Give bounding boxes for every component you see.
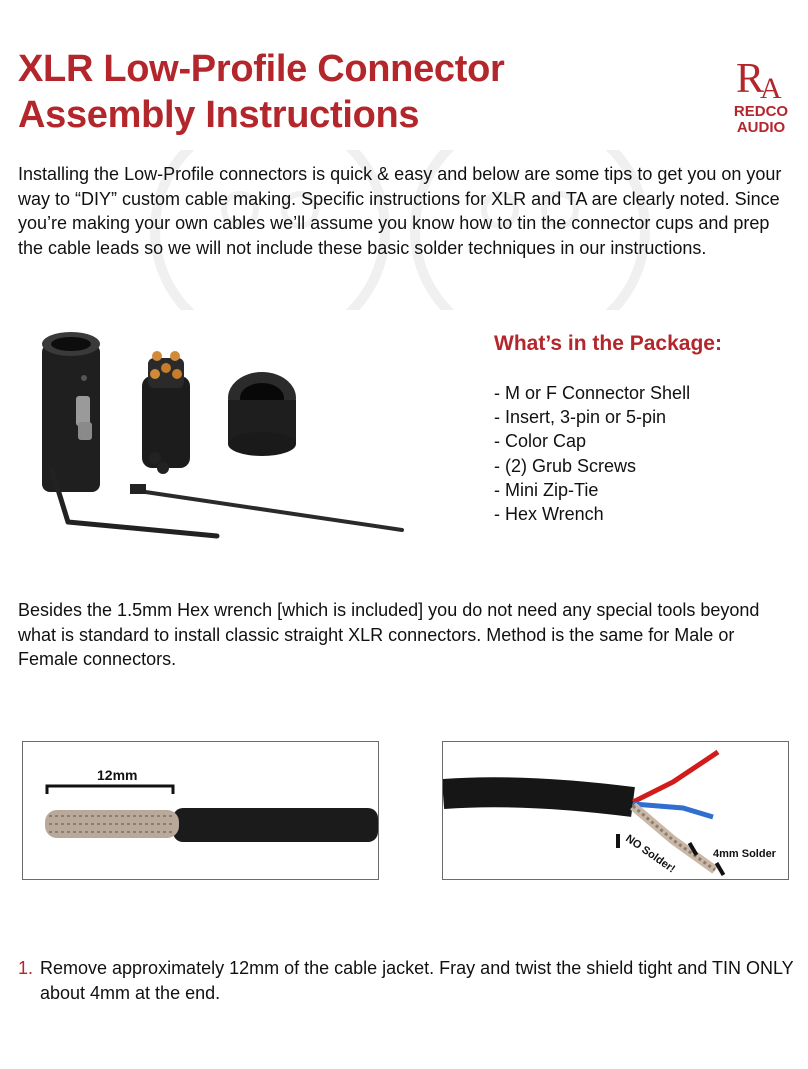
list-item: - Hex Wrench xyxy=(494,504,604,525)
list-item: - M or F Connector Shell xyxy=(494,383,691,403)
title-line-1: XLR Low-Profile Connector xyxy=(18,48,505,90)
grub-screw-image xyxy=(157,462,169,474)
grub-screw-image xyxy=(149,452,161,464)
tools-paragraph: Besides the 1.5mm Hex wrench [which is included] you do not need any special tools beyond what is standard to install classic straight XLR connectors. Method is the same for Male or Female connectors. xyxy=(18,600,760,669)
title-line-2: Assembly Instructions xyxy=(18,94,420,136)
list-item: - Color Cap xyxy=(494,431,587,452)
list-item: - Mini Zip-Tie xyxy=(494,479,599,500)
color-cap-image xyxy=(228,372,296,456)
solder-length-label: 4mm Solder xyxy=(713,848,776,860)
step-text: Remove approximately 12mm of the cable jacket. Fray and twist the shield tight and TIN ONLY about 4mm at the end. xyxy=(40,958,794,1003)
connector-insert-image xyxy=(142,351,190,468)
step-1 xyxy=(18,956,798,1005)
redco-monogram-icon xyxy=(722,52,800,104)
cable-strip-photo xyxy=(22,741,379,880)
step-number: 1. xyxy=(18,958,34,978)
list-item: - (2) Grub Screws xyxy=(494,455,637,476)
no-solder-label: NO Solder! xyxy=(623,832,678,876)
measure-label-12mm: 12mm xyxy=(97,767,138,783)
page-title xyxy=(18,46,505,138)
list-item: - Insert, 3-pin or 5-pin xyxy=(494,407,667,428)
cable-leads-photo xyxy=(442,741,789,880)
redco-audio-logo xyxy=(722,52,800,136)
logo-brand-text: REDCO AUDIO xyxy=(733,103,789,136)
svg-text:A: A xyxy=(760,72,782,104)
package-list xyxy=(494,381,690,526)
package-heading: What’s in the Package: xyxy=(494,332,722,355)
package-contents-photo xyxy=(22,318,470,554)
svg-text:R: R xyxy=(736,56,765,102)
zip-tie-image xyxy=(132,490,402,530)
intro-paragraph: Installing the Low-Profile connectors is quick & easy and below are some tips to get you on your way to “DIY” custom cable making. Specific instructions for XLR and TA are clearly noted. Since you’re making your own cables we’ll assume you know how to tin the connector cups and prep the cable leads so we will not include these basic solder techniques in our instructions. xyxy=(18,164,782,258)
